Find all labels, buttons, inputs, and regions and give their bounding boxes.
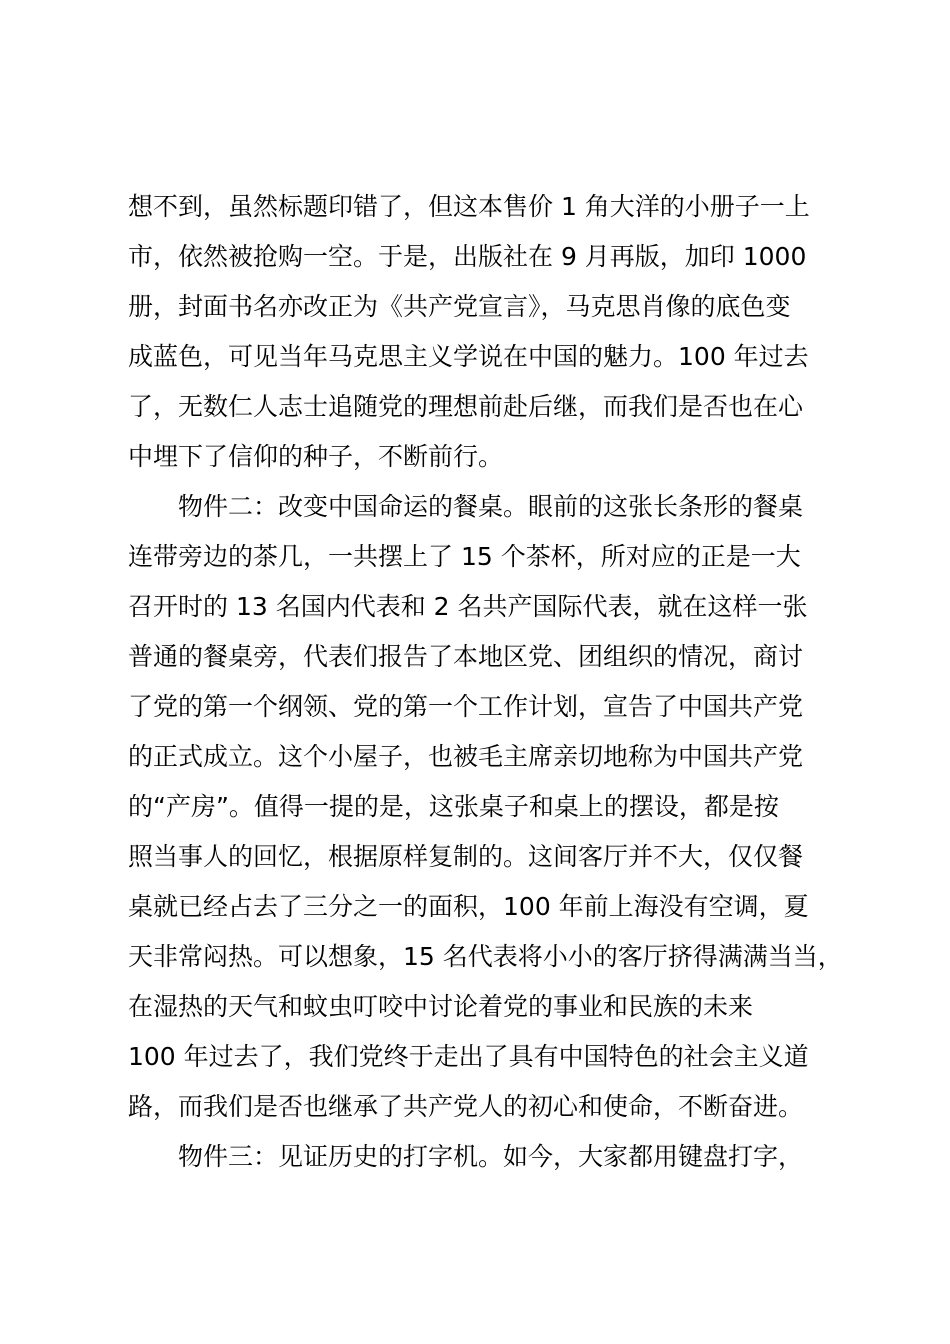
text-line-12: 的正式成立。这个小屋子，也被毛主席亲切地称为中国共产党: [128, 742, 804, 771]
text-line-2: 市，依然被抢购一空。于是，出版社在 9 月再版，加印 1000: [128, 242, 807, 271]
text-line-4: 成蓝色，可见当年马克思主义学说在中国的魅力。100 年过去: [128, 342, 809, 371]
text-line-6: 中埋下了信仰的种子，不断前行。: [128, 442, 504, 471]
text-line-8: 连带旁边的茶几，一共摆上了 15 个茶杯，所对应的正是一大: [128, 542, 801, 571]
text-line-15: 桌就已经占去了三分之一的面积，100 年前上海没有空调，夏: [128, 892, 809, 921]
text-line-5: 了，无数仁人志士追随党的理想前赴后继，而我们是否也在心: [128, 392, 804, 421]
text-line-16: 天非常闷热。可以想象，15 名代表将小小的客厅挤得满满当当，: [128, 942, 843, 971]
text-line-14: 照当事人的回忆，根据原样复制的。这间客厅并不大，仅仅餐: [128, 842, 804, 871]
text-line-11: 了党的第一个纲领、党的第一个工作计划，宣告了中国共产党: [128, 692, 804, 721]
body-text: [128, 182, 858, 1182]
text-line-7: 物件二：改变中国命运的餐桌。眼前的这张长条形的餐桌: [178, 492, 804, 521]
text-line-19: 路，而我们是否也继承了共产党人的初心和使命，不断奋进。: [128, 1092, 804, 1121]
text-line-20: 物件三：见证历史的打字机。如今，大家都用键盘打字，: [178, 1142, 804, 1171]
text-line-17: 在湿热的天气和蚊虫叮咬中讨论着党的事业和民族的未来: [128, 992, 754, 1021]
text-line-9: 召开时的 13 名国内代表和 2 名共产国际代表，就在这样一张: [128, 592, 808, 621]
text-line-3: 册，封面书名亦改正为《共产党宣言》，马克思肖像的底色变: [128, 292, 791, 321]
text-line-13: 的“产房”。值得一提的是，这张桌子和桌上的摆设，都是按: [128, 792, 779, 821]
text-line-1: 想不到，虽然标题印错了，但这本售价 1 角大洋的小册子一上: [128, 192, 810, 221]
text-line-10: 普通的餐桌旁，代表们报告了本地区党、团组织的情况，商讨: [128, 642, 804, 671]
text-line-18: 100 年过去了，我们党终于走出了具有中国特色的社会主义道: [128, 1042, 809, 1071]
